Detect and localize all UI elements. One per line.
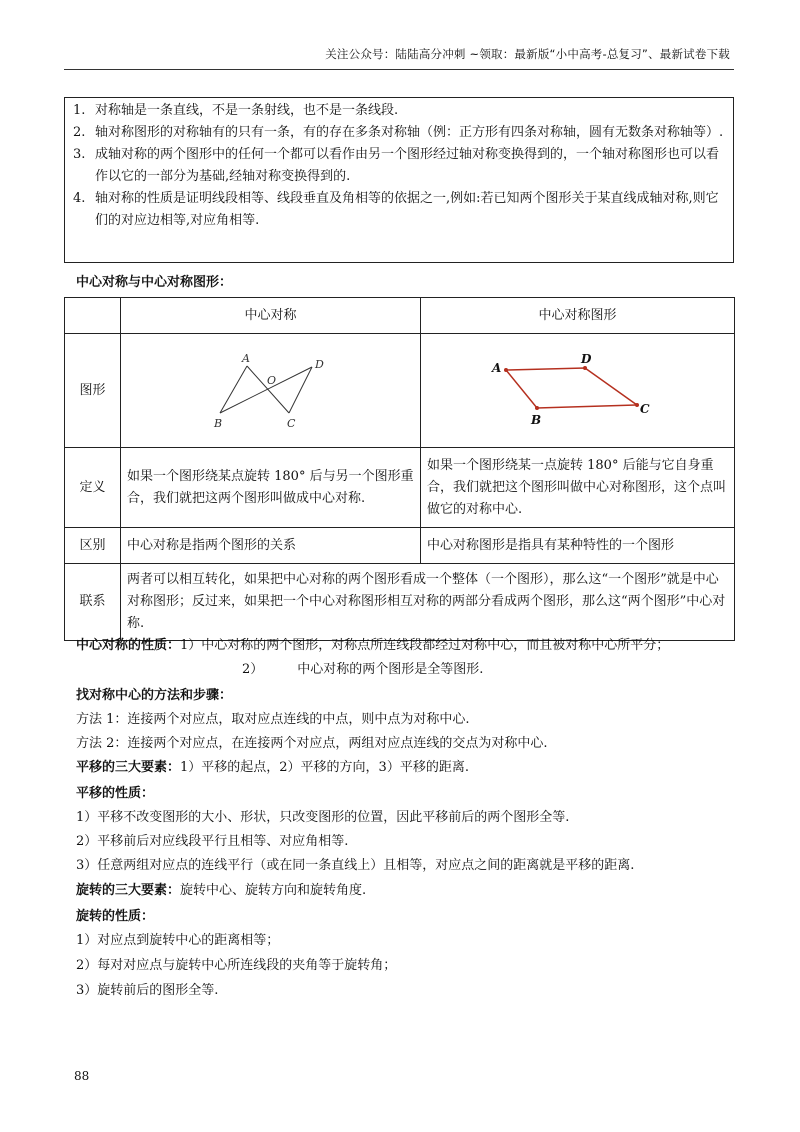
central-props-item-1: 1）中心对称的两个图形，对称点所连线段都经过对称中心，而且被对称中心所平分； xyxy=(180,638,670,653)
translation-elements-label: 平移的三大要素： xyxy=(76,760,181,775)
definition-central-symmetry: 如果一个图形绕某点旋转 180° 后与另一个图形重合，我们就把这两个图形叫做成中心对称. xyxy=(121,448,421,528)
rotation-prop-3: 3）旋转前后的图形全等. xyxy=(76,983,219,998)
table-row xyxy=(65,448,735,528)
point-label-o: O xyxy=(267,374,277,387)
rotation-elements-label: 旋转的三大要素： xyxy=(76,883,181,898)
difference-central-figure: 中心对称图形是指具有某种特性的一个图形 xyxy=(421,528,735,564)
translation-prop-1: 1）平移不改变图形的大小、形状，只改变图形的位置，因此平移前后的两个图形全等. xyxy=(76,810,570,825)
rotation-props-title: 旋转的性质： xyxy=(76,909,155,924)
central-symmetry-title: 中心对称与中心对称图形： xyxy=(76,275,233,290)
item-text: 对称轴是一条直线，不是一条射线，也不是一条线段. xyxy=(95,103,399,118)
point-label-b: B xyxy=(214,417,223,430)
vertex-b xyxy=(535,406,539,410)
relation-text: 两者可以相互转化，如果把中心对称的两个图形看成一个整体（一个图形），那么这“一个图形”就是中心对称图形；反过来，如果把一个中心对称图形相互对称的两部分看成两个图形，那么这“两个图形”中心对称. xyxy=(121,564,735,641)
rotation-prop-1: 1）对应点到旋转中心的距离相等； xyxy=(76,933,280,948)
rotation-prop-2: 2）每对对应点与旋转中心所连线段的夹角等于旋转角； xyxy=(76,958,397,973)
central-props-item-2: 中心对称的两个图形是全等图形. xyxy=(297,662,484,677)
translation-elements-text: 1）平移的起点，2）平移的方向，3）平移的距离. xyxy=(180,760,469,775)
page-header: 关注公众号：陆陆高分冲刺 ~领取：最新版“小中高考-总复习”、最新试卷下载 xyxy=(325,47,730,61)
point-label-a: A xyxy=(242,352,250,365)
translation-prop-3: 3）任意两组对应点的连线平行（或在同一条直线上）且相等，对应点之间的距离就是平移的距离. xyxy=(76,858,635,873)
table-row xyxy=(65,564,735,641)
method-2: 方法 2：连接两个对应点，在连接两个对应点，两组对应点连线的交点为对称中心. xyxy=(76,736,548,751)
point-label-c: C xyxy=(640,402,650,416)
central-props-label: 中心对称的性质： xyxy=(76,638,181,653)
segment-bd xyxy=(220,367,312,413)
segment-dc xyxy=(289,367,312,413)
table-row xyxy=(65,334,735,448)
item-number: 1. xyxy=(73,103,86,118)
translation-prop-2: 2）平移前后对应线段平行且相等、对应角相等. xyxy=(76,834,349,849)
central-props-line-1 xyxy=(76,637,669,655)
comparison-table xyxy=(64,297,735,641)
item-number: 4. xyxy=(73,191,86,206)
parallelogram-abcd xyxy=(506,368,637,408)
rotation-elements-line xyxy=(76,882,366,900)
item-number: 2） xyxy=(242,662,264,677)
find-center-title: 找对称中心的方法和步骤： xyxy=(76,688,233,703)
point-label-d: D xyxy=(315,358,324,371)
page-number: 88 xyxy=(74,1069,90,1083)
point-label-c: C xyxy=(287,417,296,430)
axis-prop-item xyxy=(73,122,725,144)
row-header: 区别 xyxy=(65,528,121,564)
row-header: 联系 xyxy=(65,564,121,641)
translation-elements-line xyxy=(76,759,469,777)
column-header: 中心对称图形 xyxy=(421,298,735,334)
definition-central-figure: 如果一个图形绕某一点旋转 180° 后能与它自身重合，我们就把这个图形叫做中心对称图形，这个点叫做它的对称中心. xyxy=(421,448,735,528)
column-header: 中心对称 xyxy=(121,298,421,334)
table-corner-cell xyxy=(65,298,121,334)
item-text: 轴对称图形的对称轴有的只有一条，有的存在多条对称轴（例：正方形有四条对称轴，圆有无数条对称轴等）. xyxy=(95,125,724,140)
axis-symmetry-properties-box xyxy=(64,97,734,263)
point-label-b: B xyxy=(531,413,542,427)
parallelogram-figure xyxy=(421,334,735,439)
rotation-elements-text: 旋转中心、旋转方向和旋转角度. xyxy=(180,883,367,898)
central-props-line-2 xyxy=(242,661,483,679)
table-header-row xyxy=(65,298,735,334)
item-text: 成轴对称的两个图形中的任何一个都可以看作由另一个图形经过轴对称变换得到的，一个轴对称图形也可以看作以它的一部分为基础,经轴对称变换得到的. xyxy=(95,147,720,184)
axis-prop-item xyxy=(73,188,725,232)
item-text: 轴对称的性质是证明线段相等、线段垂直及角相等的依据之一,例如:若已知两个图形关于某直线成轴对称,则它们的对应边相等,对应角相等. xyxy=(95,191,719,228)
item-number: 3. xyxy=(73,147,86,162)
axis-prop-item xyxy=(73,100,725,122)
row-header: 图形 xyxy=(65,334,121,448)
central-symmetry-figure-cell xyxy=(121,334,421,448)
vertex-c xyxy=(635,403,639,407)
table-row xyxy=(65,528,735,564)
item-number: 2. xyxy=(73,125,86,140)
central-symmetry-figure xyxy=(121,334,421,439)
central-figure-cell xyxy=(421,334,735,448)
vertex-a xyxy=(504,368,508,372)
axis-prop-item xyxy=(73,144,725,188)
point-label-d: D xyxy=(581,352,592,366)
header-divider xyxy=(64,69,734,70)
vertex-d xyxy=(583,366,587,370)
point-label-a: A xyxy=(492,361,502,375)
translation-props-title: 平移的性质： xyxy=(76,786,155,801)
method-1: 方法 1：连接两个对应点，取对应点连线的中点，则中点为对称中心. xyxy=(76,712,470,727)
row-header: 定义 xyxy=(65,448,121,528)
difference-central-symmetry: 中心对称是指两个图形的关系 xyxy=(121,528,421,564)
